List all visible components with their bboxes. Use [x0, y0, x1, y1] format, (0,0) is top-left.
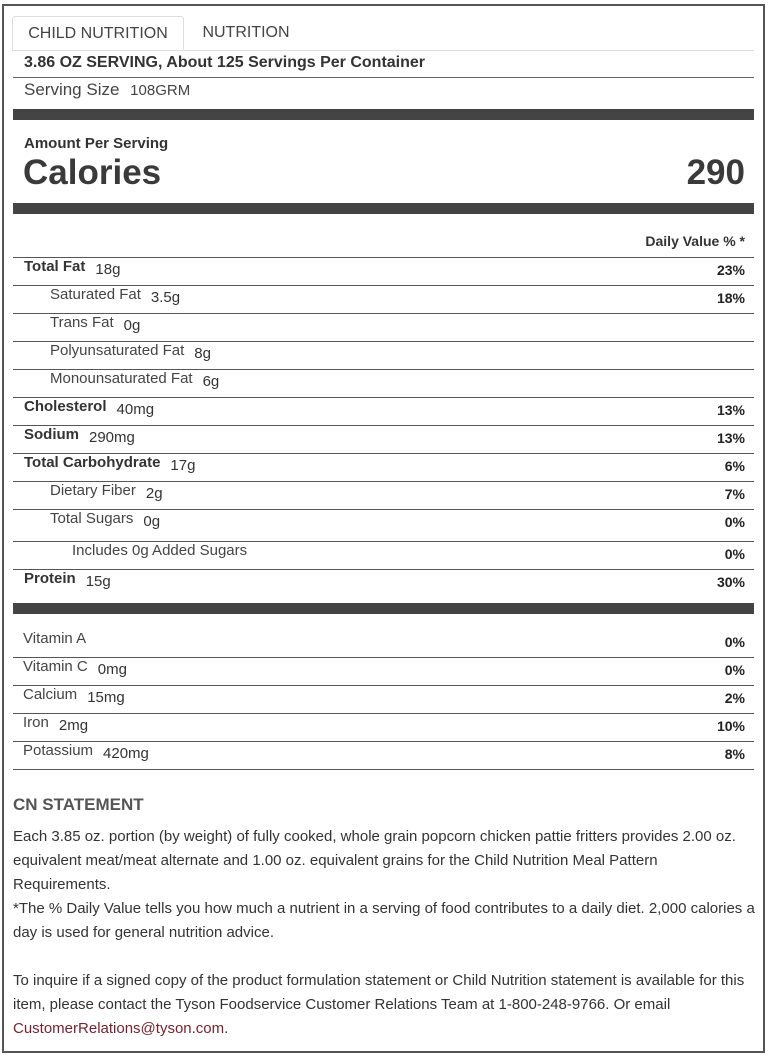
- nutrient-row-dietary-fiber: [50, 482, 163, 500]
- nutrient-amount: 290mg: [89, 429, 135, 446]
- nutrient-amount: 0g: [123, 317, 141, 334]
- nutrient-row-vitamin-a: [23, 630, 86, 648]
- row-divider: [13, 313, 754, 314]
- nutrient-row-potassium: [23, 742, 149, 760]
- row-divider: [13, 713, 754, 714]
- daily-value-percent: 6%: [724, 458, 745, 474]
- serving-size-label: Serving Size: [24, 80, 120, 99]
- daily-value-percent: 2%: [724, 690, 745, 706]
- thick-divider: [13, 203, 754, 214]
- nutrient-row-calcium: [23, 686, 125, 704]
- nutrient-label: Protein: [24, 570, 76, 587]
- row-divider: [13, 769, 754, 770]
- nutrient-amount: 0mg: [97, 661, 127, 678]
- nutrient-label: Dietary Fiber: [50, 482, 136, 499]
- nutrient-row-total-carbohydrate: [24, 454, 195, 472]
- nutrient-row-protein: [24, 570, 111, 588]
- row-divider: [13, 741, 754, 742]
- nutrient-amount: 17g: [170, 457, 196, 474]
- nutrient-row-cholesterol: [24, 398, 154, 416]
- nutrient-row-total-sugars: [50, 510, 160, 528]
- nutrient-label: Total Sugars: [50, 510, 134, 527]
- nutrient-row-iron: [23, 714, 88, 732]
- row-divider: [13, 453, 754, 454]
- serving-size-value: 108GRM: [130, 82, 191, 99]
- tab-nutrition[interactable]: NUTRITION: [202, 24, 290, 41]
- nutrient-amount: 420mg: [103, 745, 149, 762]
- inquiry-end: .: [224, 1020, 229, 1037]
- nutrient-amount: 0g: [143, 513, 161, 530]
- daily-value-percent: 30%: [716, 574, 745, 590]
- row-divider: [13, 341, 754, 342]
- nutrient-amount: 18g: [95, 261, 121, 278]
- row-divider: [13, 369, 754, 370]
- thick-divider: [13, 109, 754, 120]
- daily-value-header: Daily Value % *: [645, 233, 745, 249]
- row-divider: [13, 425, 754, 426]
- inquiry-text: [13, 969, 758, 1041]
- nutrient-row-saturated-fat: [50, 286, 180, 304]
- nutrient-row-trans-fat: [50, 314, 140, 332]
- cn-statement-body: Each 3.85 oz. portion (by weight) of fully cooked, whole grain popcorn chicken pattie fritters provides 2.00 oz. equivalent meat/meat alternate and 1.00 oz. equivalent grains for the Child Nutrition Meal Pattern Requirements.: [13, 828, 736, 893]
- nutrient-label: Monounsaturated Fat: [50, 370, 193, 387]
- inquiry-body: To inquire if a signed copy of the product formulation statement or Child Nutrition statement is available for this item, please contact the Tyson Foodservice Customer Relations Team at 1-800-248-9766. Or email: [13, 972, 745, 1013]
- nutrient-label: Cholesterol: [24, 398, 107, 415]
- daily-value-percent: 0%: [724, 634, 745, 650]
- nutrient-label: Saturated Fat: [50, 286, 141, 303]
- nutrient-amount: 3.5g: [150, 289, 181, 306]
- row-divider: [13, 285, 754, 286]
- nutrient-row-total-fat: [24, 258, 120, 276]
- daily-value-percent: 0%: [724, 662, 745, 678]
- daily-value-percent: 8%: [724, 746, 745, 762]
- nutrient-label: Vitamin A: [23, 630, 87, 647]
- row-divider: [13, 257, 754, 258]
- nutrient-label: Calcium: [23, 686, 78, 703]
- daily-value-percent: 13%: [716, 430, 745, 446]
- nutrient-amount: 8g: [194, 345, 211, 362]
- row-divider: [13, 397, 754, 398]
- daily-value-note: *The % Daily Value tells you how much a nutrient in a serving of food contributes to a daily diet. 2,000 calories a day is used for general nutrition advice.: [13, 900, 755, 941]
- row-divider: [13, 685, 754, 686]
- divider: [13, 77, 754, 78]
- nutrient-row-vitamin-c: [23, 658, 127, 676]
- nutrient-label: Vitamin C: [23, 658, 88, 675]
- row-divider: [13, 569, 754, 570]
- daily-value-percent: 23%: [716, 262, 745, 278]
- nutrient-amount: 2g: [145, 485, 163, 502]
- nutrient-label: Polyunsaturated Fat: [50, 342, 185, 359]
- daily-value-percent: 18%: [716, 290, 745, 306]
- nutrient-row-polyunsaturated-fat: [50, 342, 211, 360]
- nutrient-label: Sodium: [24, 426, 79, 443]
- nutrient-amount: 6g: [202, 373, 220, 390]
- serving-size: [24, 80, 190, 100]
- nutrient-row-monounsaturated-fat: [50, 370, 219, 388]
- daily-value-percent: 7%: [724, 486, 745, 502]
- tab-bar: [12, 16, 754, 51]
- amount-per-serving: Amount Per Serving: [24, 135, 169, 152]
- daily-value-percent: 0%: [724, 514, 745, 530]
- nutrient-amount: 2mg: [58, 717, 89, 734]
- nutrient-amount: 15mg: [87, 689, 125, 706]
- nutrient-label: Trans Fat: [50, 314, 114, 331]
- email-link[interactable]: CustomerRelations@tyson.com: [13, 1020, 225, 1037]
- nutrient-label: Total Carbohydrate: [24, 454, 161, 471]
- row-divider: [13, 657, 754, 658]
- nutrient-label: Iron: [23, 714, 49, 731]
- row-divider: [13, 509, 754, 510]
- nutrient-row-includes-0g-added-sugars: [72, 542, 247, 560]
- nutrient-amount: 40mg: [116, 401, 155, 418]
- cn-statement-text: [13, 825, 758, 1041]
- nutrient-amount: 15g: [85, 573, 111, 590]
- cn-statement-heading: CN STATEMENT: [13, 795, 144, 814]
- row-divider: [13, 481, 754, 482]
- calories-label: Calories: [23, 153, 162, 192]
- nutrient-label: Total Fat: [24, 258, 86, 275]
- daily-value-percent: 0%: [724, 546, 745, 562]
- calories-value: 290: [686, 153, 745, 192]
- tab-child-nutrition[interactable]: CHILD NUTRITION: [12, 16, 184, 50]
- nutrient-row-sodium: [24, 426, 135, 444]
- row-divider: [13, 541, 754, 542]
- nutrient-label: Includes 0g Added Sugars: [72, 542, 248, 559]
- thick-divider: [13, 603, 754, 614]
- daily-value-percent: 13%: [716, 402, 745, 418]
- serving-header: 3.86 OZ SERVING, About 125 Servings Per Container: [24, 54, 426, 71]
- nutrient-label: Potassium: [23, 742, 94, 759]
- daily-value-percent: 10%: [716, 718, 745, 734]
